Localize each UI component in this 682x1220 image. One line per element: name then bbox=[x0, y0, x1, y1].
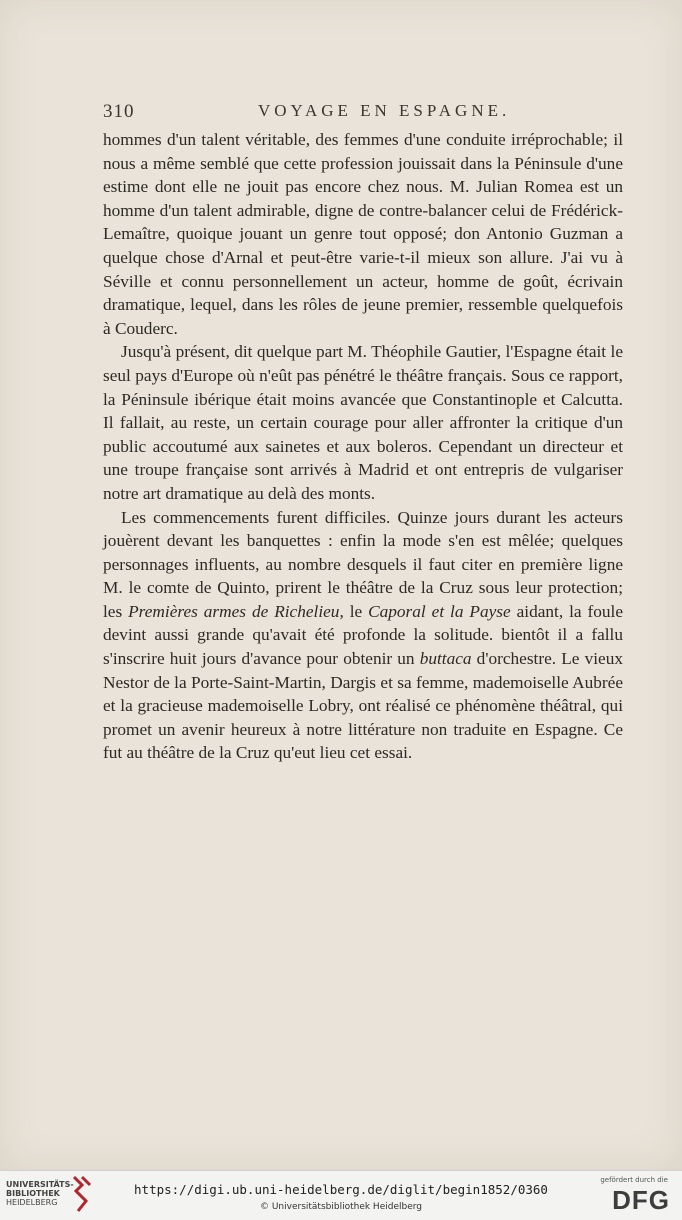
page-header bbox=[103, 101, 623, 125]
text-span: Les commencements furent difficiles. Quinze jours durant les acteurs jouèrent devant les banquettes : enfin la mode s'en est mêlée; quelques personnages influents, au nombre desquels il faut citer en première ligne M. le comte de Quinto, prirent le théâtre de la Cruz sous leur protection; les bbox=[103, 507, 623, 621]
dfg-logo: DFG bbox=[612, 1185, 670, 1215]
body-text bbox=[103, 128, 623, 765]
page-number: 310 bbox=[103, 101, 135, 122]
copyright-notice: © Universitätsbibliothek Heidelberg bbox=[259, 1202, 422, 1212]
text-span: aidant, la foule devint aussi grande qu'avait été profonde la solitude. bientôt il a fallu s'inscrire huit jours d'avance pour obtenir un bbox=[103, 601, 623, 669]
paragraph bbox=[103, 506, 623, 766]
viewer-footer bbox=[0, 1170, 682, 1220]
funder-note: gefördert durch die bbox=[600, 1176, 668, 1184]
library-name-line: HEIDELBERG bbox=[6, 1198, 58, 1207]
running-title: VOYAGE EN ESPAGNE. bbox=[258, 101, 511, 120]
italic-title: Caporal et la Payse bbox=[368, 601, 511, 621]
paragraph: Jusqu'à présent, dit quelque part M. Théophile Gautier, l'Espagne était le seul pays d'Europe où n'eût pas pénétré le théâtre français. Sous ce rapport, la Péninsule ibérique était moins avancée que Constantinople et Calcutta. Il fallait, au reste, un certain courage pour aller affronter la critique d'un public accoutumé aux sainetes et aux boleros. Cependant un directeur et une troupe française sont arrivés à Madrid et ont entrepris de vulgariser notre art dramatique au delà des monts. bbox=[103, 342, 623, 503]
library-name-line: BIBLIOTHEK bbox=[6, 1189, 60, 1198]
italic-term: buttaca bbox=[419, 649, 472, 669]
permalink-url[interactable]: https://digi.ub.uni-heidelberg.de/diglit/begin1852/0360 bbox=[134, 1182, 548, 1197]
text-span: d'orchestre. Le vieux Nestor de la Porte-Saint-Martin, Dargis et sa femme, mademoiselle Aubrée et la gracieuse mademoiselle Lobry, ont réalisé ce phénomène théâtral, qui promet un avenir heureux à notre littérature non traduite en Espagne. Ce fut au théâtre de la Cruz qu'eut lieu cet essai. bbox=[103, 649, 623, 763]
text-span: , le bbox=[339, 601, 369, 621]
paragraph: hommes d'un talent véritable, des femmes d'une conduite irréprochable; il nous a même semblé que cette profession jouissait dans la Péninsule d'une estime dont elle ne jouit pas encore chez nous. M. Julian Romea est un homme d'un talent admirable, digne de contre-balancer celui de Frédérick-Lemaître, quoique jouant un genre tout opposé; don Antonio Guzman a quelque chose d'Arnal et peut-être varie-t-il mieux son allure. J'ai vu à Séville et connu personnellement un acteur, homme de goût, écrivain dramatique, lequel, dans les rôles de jeune premier, ressemble quelquefois à Couderc. bbox=[103, 130, 623, 338]
italic-title: Premières armes de Richelieu bbox=[128, 601, 340, 621]
library-name-line: UNIVERSITÄTS- bbox=[6, 1180, 74, 1189]
